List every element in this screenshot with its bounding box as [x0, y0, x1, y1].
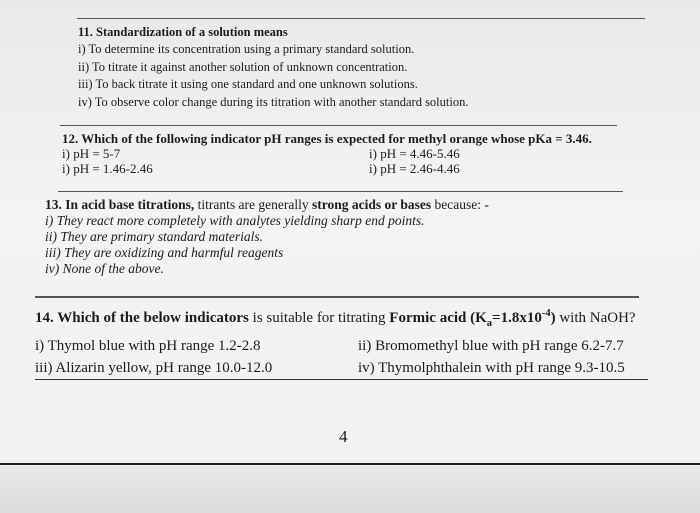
- page-bottom-edge: [0, 466, 700, 513]
- q13-stem-bold: 13. In acid base titrations,: [45, 197, 195, 212]
- q13-stem-end: because: -: [431, 197, 489, 212]
- q11-option-4: iv) To observe color change during its titration with another standard solution.: [78, 94, 469, 109]
- q13-stem-bold2: strong acids or bases: [311, 197, 432, 212]
- q13-option-1: i) They react more completely with analytes yielding sharp end points.: [45, 213, 425, 228]
- q14-ka-exponent: -4: [541, 308, 551, 319]
- question-13: [45, 197, 489, 277]
- q13-top-rule: [58, 191, 623, 192]
- q12-option-1: i) pH = 5-7: [62, 146, 121, 161]
- q12-option-3: i) pH = 1.46-2.46: [62, 161, 153, 176]
- q14-stem-end: with NaOH?: [555, 310, 636, 326]
- question-11: [78, 24, 468, 111]
- q14-ka-value: =1.8x10: [492, 310, 542, 326]
- q11-stem: 11. Standardization of a solution means: [78, 25, 288, 39]
- q14-stem-close: ): [550, 310, 556, 326]
- q14-option-2: ii) Bromomethyl blue with pH range 6.2-7.7: [358, 338, 624, 354]
- q14-stem-bold2: Formic acid (K: [389, 310, 487, 326]
- top-rule: [77, 18, 645, 19]
- q14-stem-bold: 14. Which of the below indicators: [35, 310, 249, 326]
- page-number: 4: [339, 427, 348, 446]
- q14-top-rule: [35, 296, 639, 298]
- q12-option-4: i) pH = 2.46-4.46: [369, 161, 460, 176]
- q11-option-3: iii) To back titrate it using one standard and one unknown solutions.: [78, 77, 418, 92]
- question-12: [62, 131, 592, 176]
- q13-option-3: iii) They are oxidizing and harmful reagents: [45, 245, 284, 260]
- q14-option-4: iv) Thymolphthalein with pH range 9.3-10.5: [358, 360, 625, 376]
- q14-option-1: i) Thymol blue with pH range 1.2-2.8: [35, 338, 261, 354]
- q14-option-3: iii) Alizarin yellow, pH range 10.0-12.0: [35, 360, 273, 376]
- q11-option-2: ii) To titrate it against another solution of unknown concentration.: [78, 59, 408, 74]
- q13-option-2: ii) They are primary standard materials.: [45, 229, 263, 244]
- question-14: [35, 303, 648, 380]
- q12-stem: 12. Which of the following indicator pH ranges is expected for methyl orange whose pKa = 3.46.: [62, 131, 592, 146]
- q14-options-row-2: [35, 357, 648, 380]
- q13-option-4: iv) None of the above.: [45, 261, 164, 276]
- bottom-rule: [0, 463, 700, 465]
- q11-option-1: i) To determine its concentration using a primary standard solution.: [78, 42, 415, 57]
- q14-stem-mid: is suitable for titrating: [248, 310, 390, 326]
- q14-ka-sub: a: [486, 318, 493, 329]
- q12-top-rule: [60, 125, 617, 126]
- q12-option-2: i) pH = 4.46-5.46: [369, 146, 460, 161]
- q13-stem-mid: titrants are generally: [194, 197, 312, 212]
